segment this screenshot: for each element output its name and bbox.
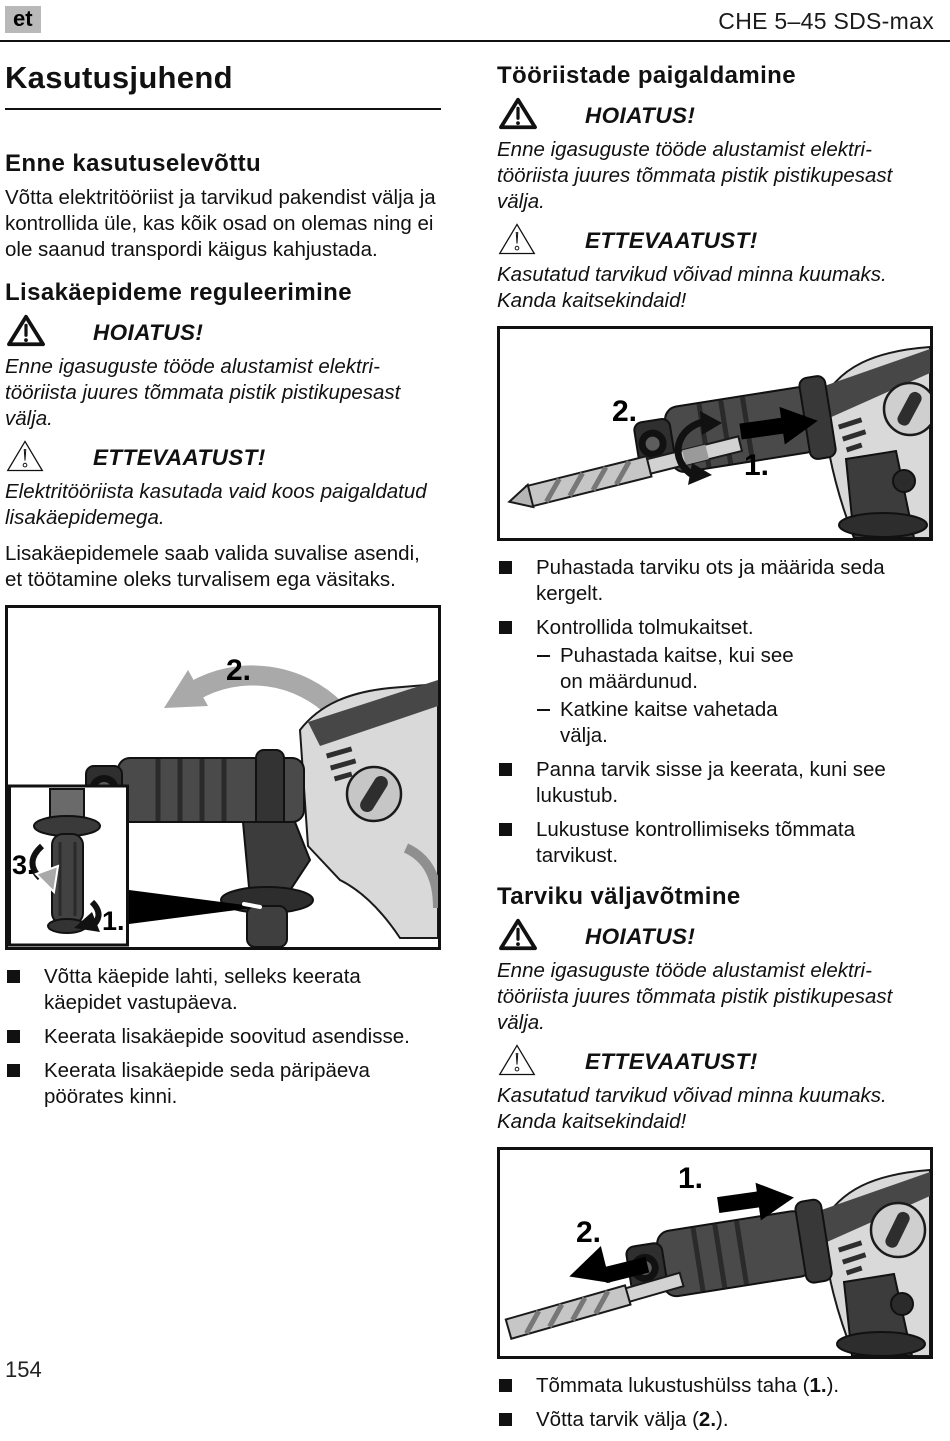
warning-label: HOIATUS! xyxy=(93,320,204,345)
warning-text: Enne igasuguste tööde alustamist elektritööriista juures tõmmata pistik pistikupesast välja. xyxy=(5,355,401,430)
remove-bullet-list xyxy=(497,1373,933,1433)
caution-label: ETTEVAATUST! xyxy=(93,445,266,470)
caution-triangle-icon xyxy=(497,1042,541,1083)
warning-triangle-icon xyxy=(5,313,49,354)
language-badge: et xyxy=(5,6,41,33)
section-heading-before-use: Enne kasutuselevõttu xyxy=(5,150,262,177)
warning-row xyxy=(5,314,441,352)
warning-text: Enne igasuguste tööde alustamist elektritööriista juures tõmmata pistik pistikupesast välja. xyxy=(497,959,893,1034)
before-use-body: Võtta elektritööriist ja tarvikud pakendist välja ja kontrollida üle, kas kõik osad on olemas ning ei ole saanud transpordi käigus kahjustada. xyxy=(5,186,436,261)
warning-triangle-icon xyxy=(497,96,541,137)
warning-row xyxy=(497,918,933,956)
caution-label: ETTEVAATUST! xyxy=(585,228,758,253)
figure-step-label: 1. xyxy=(678,1162,704,1195)
warning-text: Enne igasuguste tööde alustamist elektritööriista juures tõmmata pistik pistikupesast välja. xyxy=(497,138,893,213)
step-ref: 1. xyxy=(809,1374,827,1397)
header-model-title: CHE 5–45 SDS-max xyxy=(718,8,934,34)
bullet-item: Keerata lisakäepide soovitud asendisse. xyxy=(5,1024,441,1050)
section-heading-install: Tööriistade paigaldamine xyxy=(497,62,796,89)
figure-step-label: 2. xyxy=(226,654,252,687)
warning-label: HOIATUS! xyxy=(585,924,696,949)
caution-text: Kasutatud tarvikud võivad minna kuumaks. Kanda kaitsekindaid! xyxy=(497,1084,887,1133)
caution-text: Kasutatud tarvikud võivad minna kuumaks. Kanda kaitsekindaid! xyxy=(497,263,887,312)
bullet-text: Tõmmata lukustushülss taha ( xyxy=(536,1374,810,1397)
drill-handle-illustration xyxy=(8,608,438,947)
caution-triangle-icon xyxy=(5,438,49,479)
figure-step-label: 2. xyxy=(576,1216,602,1249)
warning-label: HOIATUS! xyxy=(585,103,696,128)
bullet-item: Panna tarvik sisse ja keerata, kuni see lukustub. xyxy=(497,757,933,809)
warning-triangle-icon xyxy=(497,917,541,958)
figure-step-label: 2. xyxy=(612,395,638,428)
sub-item: Katkine kaitse vahetada välja. xyxy=(536,697,820,749)
figure-step-label: 1. xyxy=(744,449,770,482)
figure-step-label: 1. xyxy=(102,906,125,936)
caution-label: ETTEVAATUST! xyxy=(585,1049,758,1074)
bullet-item: Võtta käepide lahti, selleks keerata käepidet vastupäeva. xyxy=(5,964,441,1016)
bullet-item xyxy=(497,1373,933,1399)
page-number: 154 xyxy=(5,1357,42,1382)
figure-install-tool xyxy=(497,326,933,541)
section-heading-remove: Tarviku väljavõtmine xyxy=(497,883,741,910)
handle-body: Lisakäepidemele saab valida suvalise asendi, et töötamine oleks turvalisem ega väsitaks. xyxy=(5,542,420,591)
header-rule xyxy=(0,40,950,42)
bullet-item: Keerata lisakäepide seda päripäeva pöörates kinni. xyxy=(5,1058,441,1110)
caution-text: Elektritööriista kasutada vaid koos paigaldatud lisakäepidemega. xyxy=(5,480,427,529)
section-heading-handle: Lisakäepideme reguleerimine xyxy=(5,279,352,306)
bullet-item xyxy=(497,615,933,749)
caution-row xyxy=(497,222,933,260)
title-rule xyxy=(5,108,441,110)
figure-adjust-handle xyxy=(5,605,441,950)
drill-insert-illustration xyxy=(500,329,930,538)
step-ref: 2. xyxy=(698,1408,717,1431)
warning-row xyxy=(497,97,933,135)
bullet-item xyxy=(497,1407,933,1433)
caution-row xyxy=(5,439,441,477)
bullet-item: Puhastada tarviku ots ja määrida seda kergelt. xyxy=(497,555,933,607)
figure-remove-tool xyxy=(497,1147,933,1359)
bullet-text: Võtta tarvik välja ( xyxy=(536,1408,699,1431)
drill-remove-illustration xyxy=(500,1150,930,1356)
figure-step-label: 3. xyxy=(12,850,35,880)
column-right xyxy=(497,50,933,1441)
bullet-item: Lukustuse kontrollimiseks tõmmata tarvikust. xyxy=(497,817,933,869)
install-bullet-list xyxy=(497,555,933,869)
handle-bullet-list xyxy=(5,964,441,1110)
caution-row xyxy=(497,1043,933,1081)
sub-list xyxy=(536,643,933,749)
bullet-text: ). xyxy=(716,1408,729,1431)
bullet-text: ). xyxy=(826,1374,840,1397)
column-left xyxy=(5,50,441,1118)
caution-triangle-icon xyxy=(497,221,541,262)
doc-title: Kasutusjuhend xyxy=(5,60,233,95)
bullet-text: Kontrollida tolmukaitset. xyxy=(536,616,754,639)
sub-item: Puhastada kaitse, kui see on määrdunud. xyxy=(536,643,820,695)
